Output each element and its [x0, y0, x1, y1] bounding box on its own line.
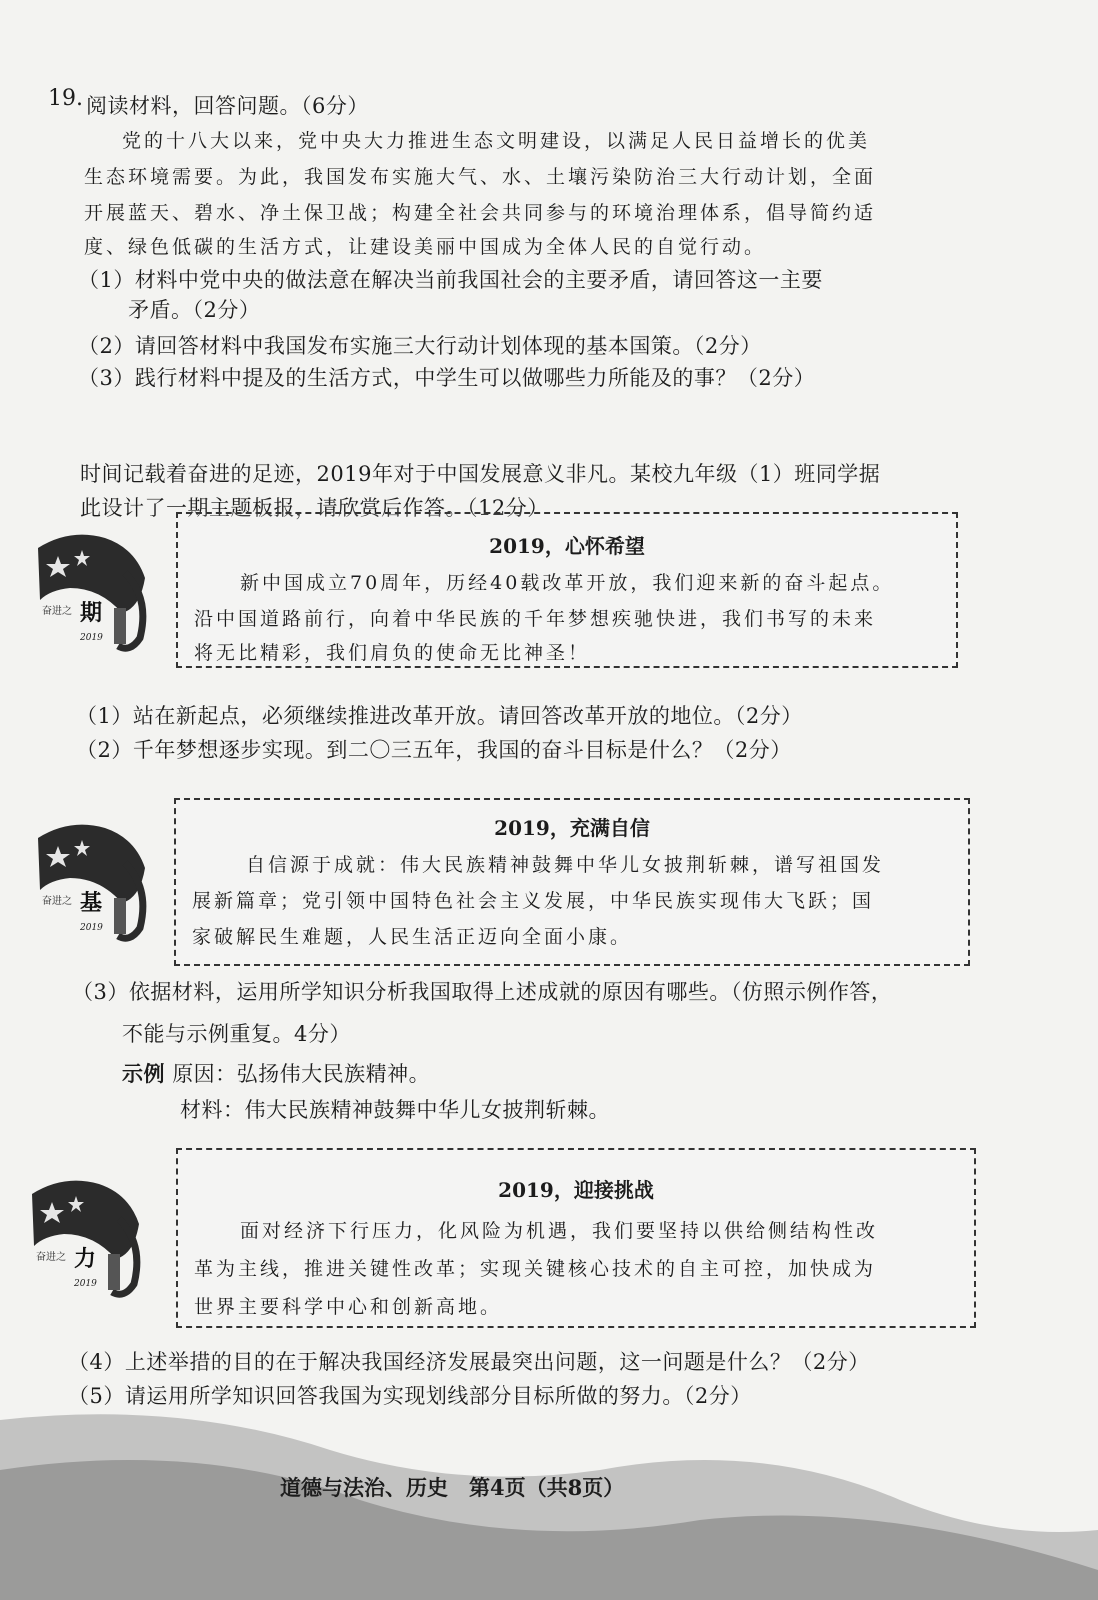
emblem-year: 2019	[74, 1279, 97, 1289]
q20-question-1: （1）站在新起点，必须继续推进改革开放。请回答改革开放的地位。（2分）	[76, 704, 803, 728]
q19-prompt: 阅读材料，回答问题。（6分）	[86, 94, 369, 118]
q19-question-1-cont: 矛盾。（2分）	[128, 298, 261, 322]
q20-intro-line: 时间记载着奋进的足迹，2019年对于中国发展意义非凡。某校九年级（1）班同学据	[80, 462, 881, 486]
fendou-emblem-icon	[30, 528, 150, 658]
example-reason-text: 原因：弘扬伟大民族精神。	[172, 1062, 431, 1086]
board-line: 自信源于成就：伟大民族精神鼓舞中华儿女披荆斩棘，谱写祖国发	[246, 854, 885, 876]
emblem-char: 力	[74, 1246, 97, 1272]
q20-question-2: （2）千年梦想逐步实现。到二〇三五年，我国的奋斗目标是什么？（2分）	[76, 738, 792, 762]
board-line: 世界主要科学中心和创新高地。	[194, 1296, 503, 1318]
emblem-char: 基	[80, 890, 103, 916]
board-line: 家破解民生难题，人民生活正迈向全面小康。	[192, 926, 633, 948]
q19-material-line: 党的十八大以来，党中央大力推进生态文明建设，以满足人民日益增长的优美	[122, 130, 871, 152]
example-label: 示例	[122, 1061, 165, 1086]
emblem-text: 奋进之	[42, 606, 72, 617]
example-material: 材料：伟大民族精神鼓舞中华儿女披荆斩棘。	[180, 1098, 610, 1122]
board-line: 将无比精彩，我们肩负的使命无比神圣！	[194, 642, 591, 664]
q19-material-line: 度、绿色低碳的生活方式，让建设美丽中国成为全体人民的自觉行动。	[84, 236, 767, 258]
emblem-text: 奋进之	[36, 1252, 66, 1263]
board-title: 2019，充满自信	[494, 816, 650, 840]
board-line: 面对经济下行压力，化风险为机遇，我们要坚持以供给侧结构性改	[240, 1220, 879, 1242]
q20-question-3: （3）依据材料，运用所学知识分析我国取得上述成就的原因有哪些。（仿照示例作答，	[72, 980, 893, 1004]
emblem-year: 2019	[80, 633, 103, 643]
q19-question-2: （2）请回答材料中我国发布实施三大行动计划体现的基本国策。（2分）	[78, 334, 762, 358]
fendou-emblem-icon	[30, 818, 150, 948]
page-footer: 道德与法治、历史 第4页（共8页）	[280, 1475, 625, 1500]
q20-intro-line: 此设计了一期主题板报，请欣赏后作答。（12分）	[80, 496, 549, 520]
board-line: 革为主线，推进关键性改革；实现关键核心技术的自主可控，加快成为	[194, 1258, 877, 1280]
emblem-char: 期	[80, 600, 103, 626]
emblem-year: 2019	[80, 923, 103, 933]
board-confidence	[174, 798, 970, 966]
fendou-emblem-icon	[24, 1174, 144, 1304]
q20-question-5: （5）请运用所学知识回答我国为实现划线部分目标所做的努力。（2分）	[68, 1384, 752, 1408]
q19-question-3: （3）践行材料中提及的生活方式，中学生可以做哪些力所能及的事？（2分）	[78, 366, 816, 390]
board-title: 2019，心怀希望	[489, 534, 645, 558]
question-number: 19.	[48, 86, 83, 111]
q20-question-3-cont: 不能与示例重复。4分）	[122, 1022, 351, 1046]
board-challenge	[176, 1148, 976, 1328]
emblem-text: 奋进之	[42, 896, 72, 907]
q19-material-line: 开展蓝天、碧水、净土保卫战；构建全社会共同参与的环境治理体系，倡导简约适	[84, 202, 877, 224]
board-title: 2019，迎接挑战	[498, 1178, 654, 1202]
board-line: 新中国成立70周年，历经40载改革开放，我们迎来新的奋斗起点。	[240, 572, 895, 594]
board-line: 沿中国道路前行，向着中华民族的千年梦想疾驰快进，我们书写的未来	[194, 608, 877, 630]
board-line: 展新篇章；党引领中国特色社会主义发展，中华民族实现伟大飞跃；国	[192, 890, 875, 912]
q19-question-1: （1）材料中党中央的做法意在解决当前我国社会的主要矛盾，请回答这一主要	[78, 268, 823, 292]
board-hope	[176, 512, 958, 668]
q19-material-line: 生态环境需要。为此，我国发布实施大气、水、土壤污染防治三大行动计划，全面	[84, 166, 877, 188]
example-reason	[122, 1058, 430, 1088]
q20-question-4: （4）上述举措的目的在于解决我国经济发展最突出问题，这一问题是什么？（2分）	[68, 1350, 870, 1374]
